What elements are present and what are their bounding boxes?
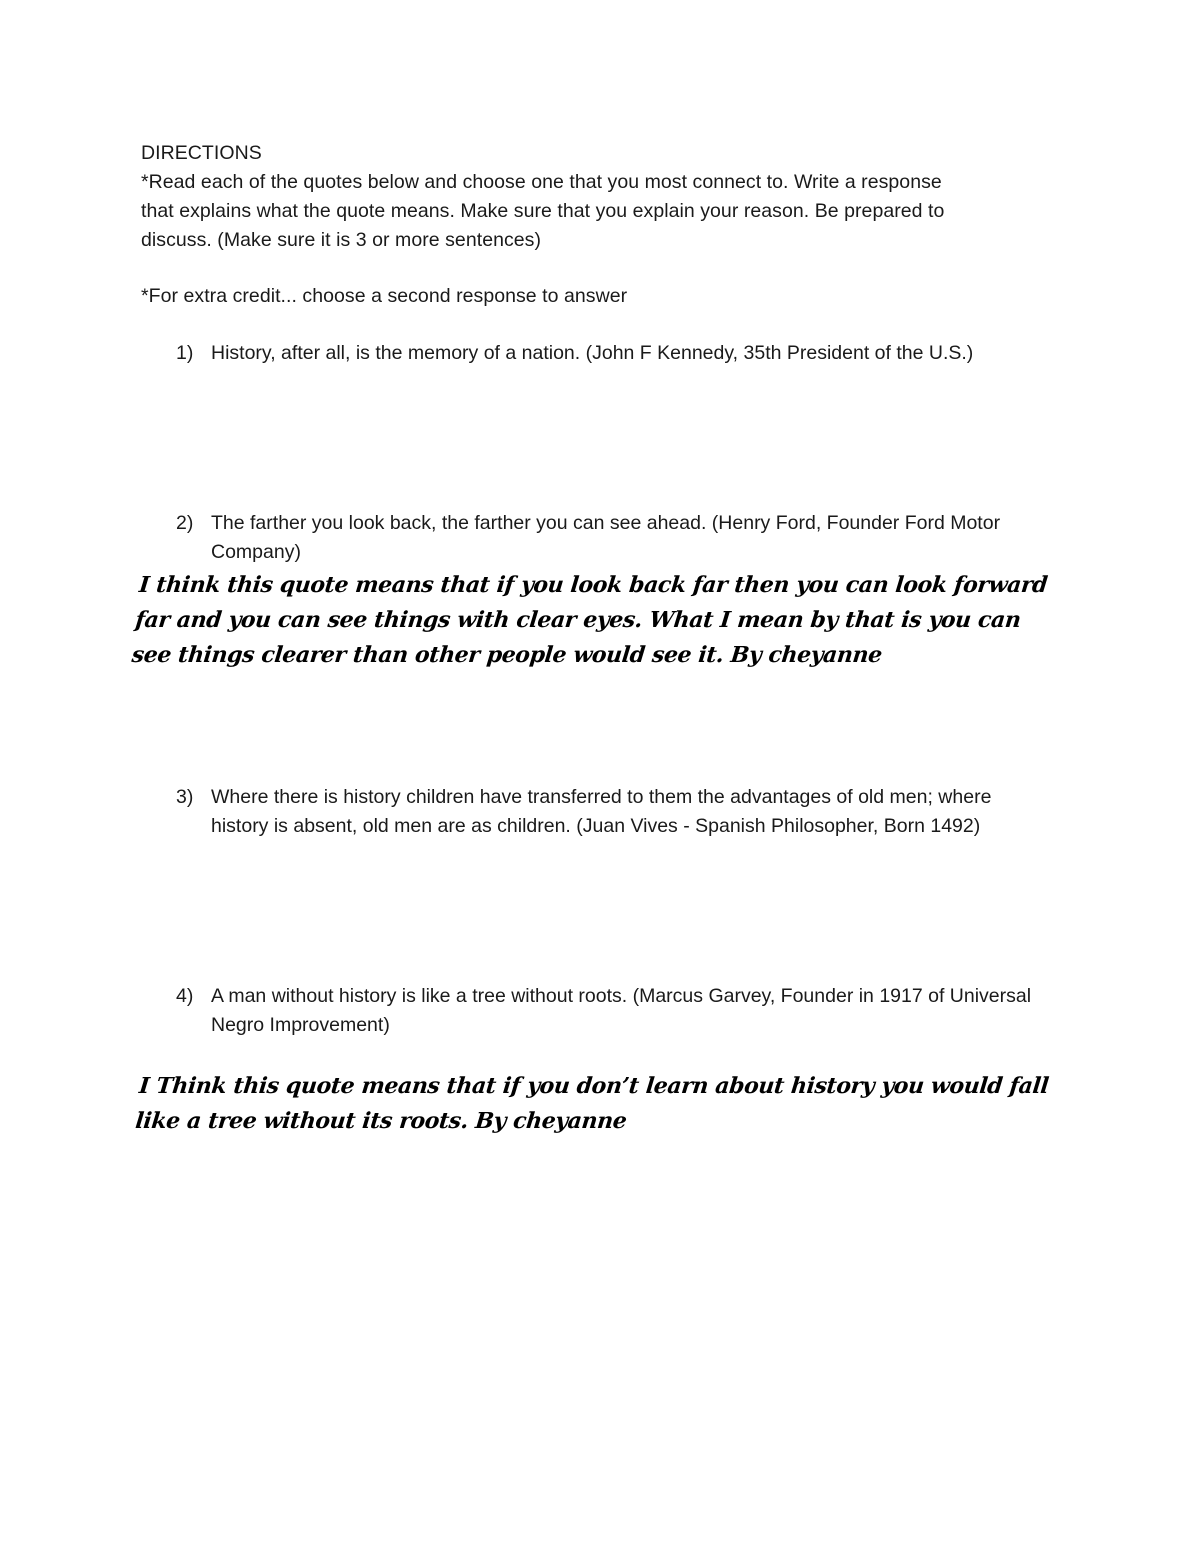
response-quote-4: I Think this quote means that if you don’t learn about history you would fall like a tree without its roots. By cheyanne (134, 1073, 1050, 1134)
quote-3-text: Where there is history children have transferred to them the advantages of old men; where history is absent, old men are as children. (Juan Vives - Spanish Philosopher, Born 1492) (211, 786, 992, 837)
directions-heading: DIRECTIONS (141, 142, 262, 164)
extra-credit-note: *For extra credit... choose a second response to answer (141, 285, 628, 307)
quote-2-number: 2) (176, 512, 194, 534)
quote-3-number: 3) (176, 786, 194, 808)
directions-line-2: that explains what the quote means. Make sure that you explain your reason. Be prepared to (141, 200, 945, 222)
quote-4-text: A man without history is like a tree without roots. (Marcus Garvey, Founder in 1917 of Universal Negro Improvement) (211, 985, 1032, 1036)
response-quote-2: I think this quote means that if you look back far then you can look forward far and you can see things with clear eyes. What I mean by that is you can see things clearer than other people would see it. By cheyanne (130, 572, 1049, 668)
quote-1-text: History, after all, is the memory of a nation. (John F Kennedy, 35th President of the U.S.) (211, 342, 974, 364)
quote-4-number: 4) (176, 985, 194, 1007)
quote-1-number: 1) (176, 342, 194, 364)
directions-line-3: discuss. (Make sure it is 3 or more sentences) (141, 229, 542, 251)
directions-line-1: *Read each of the quotes below and choose one that you most connect to. Write a response (141, 171, 942, 193)
quote-2-text: The farther you look back, the farther you can see ahead. (Henry Ford, Founder Ford Motor Company) (211, 512, 1001, 563)
